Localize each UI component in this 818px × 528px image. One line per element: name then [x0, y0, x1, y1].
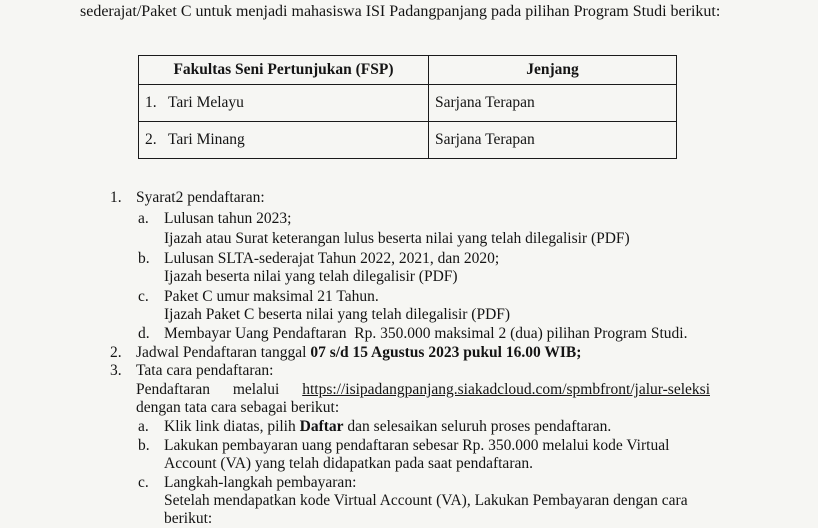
item-text: Lulusan SLTA-sederajat Tahun 2022, 2021, dan 2020;	[164, 250, 500, 267]
list-item	[138, 474, 356, 492]
item-text: dan selesaikan seluruh proses pendaftaran.	[343, 418, 612, 435]
registration-link[interactable]: https://isipadangpanjang.siakadcloud.com/spmbfront/jalur-seleksi	[302, 381, 710, 398]
list-letter: a.	[138, 210, 149, 227]
list-letter: b.	[138, 437, 150, 454]
table-header-row	[139, 56, 677, 85]
program-level: Sarjana Terapan	[429, 122, 677, 159]
list-letter: c.	[138, 288, 149, 305]
intro-text: sederajat/Paket C untuk menjadi mahasiswa ISI Padangpanjang pada pilihan Program Studi berikut:	[80, 3, 721, 20]
table-header-faculty: Fakultas Seni Pertunjukan (FSP)	[139, 56, 429, 85]
list-number: 2.	[110, 344, 122, 361]
item-text: Lakukan pembayaran uang pendaftaran sebesar Rp. 350.000 melalui kode Virtual	[164, 437, 670, 454]
item-detail: Ijazah Paket C beserta nilai yang telah dilegalisir (PDF)	[164, 306, 511, 323]
list-item	[138, 418, 611, 436]
list-item	[138, 437, 669, 455]
list-letter: b.	[138, 250, 150, 267]
list-item	[138, 288, 379, 306]
link-intro-word: melalui	[232, 381, 280, 398]
registration-link-line	[136, 381, 710, 399]
list-number: 1.	[110, 189, 122, 206]
section-title: Syarat2 pendaftaran:	[136, 189, 265, 206]
schedule-text: Jadwal Pendaftaran tanggal	[136, 344, 311, 361]
program-level: Sarjana Terapan	[429, 85, 677, 122]
item-detail: Ijazah beserta nilai yang telah dilegalisir (PDF)	[164, 268, 458, 285]
item-detail: berikut:	[164, 510, 213, 527]
item-text: Paket C umur maksimal 21 Tahun.	[164, 288, 379, 305]
item-text: Langkah-langkah pembayaran:	[164, 474, 357, 491]
section-2-heading	[110, 344, 581, 362]
program-name: 1. Tari Melayu	[139, 85, 429, 122]
schedule-date: 07 s/d 15 Agustus 2023 pukul 16.00 WIB;	[310, 344, 582, 361]
item-detail: Setelah mendapatkan kode Virtual Account (VA), Lakukan Pembayaran dengan cara	[164, 492, 688, 509]
list-number: 3.	[110, 362, 122, 379]
section-3-heading	[110, 362, 273, 380]
steps-intro: dengan tata cara sebagai berikut:	[136, 399, 340, 416]
link-intro-word: Pendaftaran	[136, 381, 211, 398]
item-detail: Ijazah atau Surat keterangan lulus beserta nilai yang telah dilegalisir (PDF)	[164, 230, 630, 247]
list-letter: c.	[138, 474, 149, 491]
section-title: Tata cara pendaftaran:	[136, 362, 274, 379]
table-row	[139, 85, 677, 122]
list-item	[138, 210, 291, 228]
daftar-emphasis: Daftar	[299, 418, 344, 435]
list-letter: a.	[138, 418, 149, 435]
item-detail: Account (VA) yang telah didapatkan pada saat pendaftaran.	[164, 455, 533, 472]
program-name: 2. Tari Minang	[139, 122, 429, 159]
program-table	[138, 55, 677, 159]
list-item	[138, 250, 499, 268]
table-header-level: Jenjang	[429, 56, 677, 85]
item-text: Klik link diatas, pilih	[164, 418, 300, 435]
section-1-heading	[110, 189, 265, 207]
list-letter: d.	[138, 325, 150, 342]
item-text: Lulusan tahun 2023;	[164, 210, 292, 227]
item-text: Membayar Uang Pendaftaran Rp. 350.000 maksimal 2 (dua) pilihan Program Studi.	[164, 325, 688, 342]
list-item	[138, 325, 687, 343]
table-row	[139, 122, 677, 159]
